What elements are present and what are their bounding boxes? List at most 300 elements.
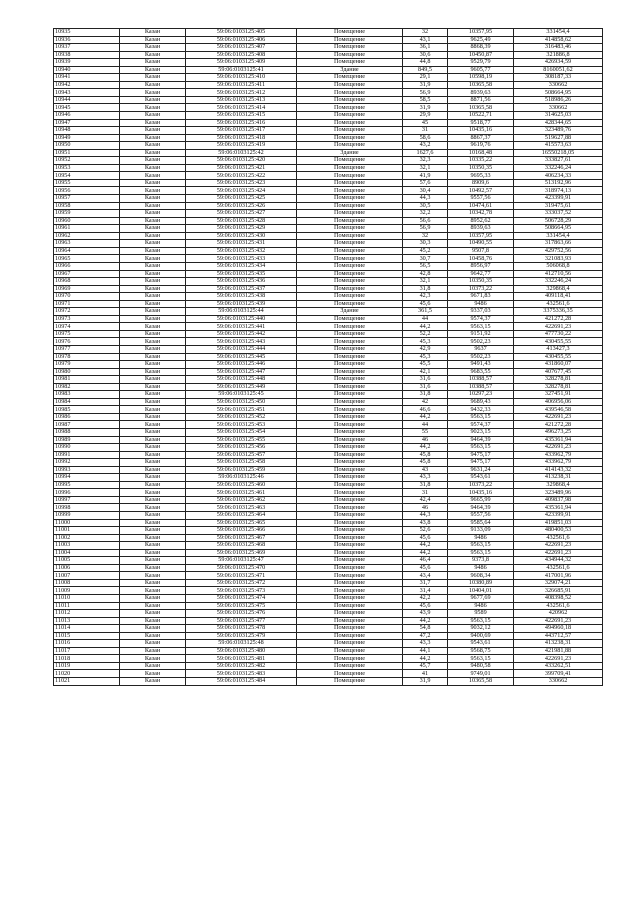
object-type-cell: Помещение [297, 74, 403, 82]
cadastral-value-cell: 8160051,62 [514, 66, 603, 74]
area-cell: 58,6 [403, 134, 448, 142]
table-row [54, 315, 603, 323]
table-row [54, 481, 603, 489]
city-cell: Казан [120, 127, 186, 135]
cadastral-number-cell: 59:06:0103125:428 [186, 217, 297, 225]
cadastral-number-cell: 59:06:0103125:472 [186, 579, 297, 587]
city-cell: Казан [120, 512, 186, 520]
table-row [54, 345, 603, 353]
cadastral-number-cell: 59:06:0103125:479 [186, 632, 297, 640]
row-number: 11000 [54, 519, 120, 527]
cadastral-value-cell: 435361,94 [514, 504, 603, 512]
cadastral-value-cell: 409118,41 [514, 293, 603, 301]
area-cell: 44,2 [403, 617, 448, 625]
city-cell: Казан [120, 444, 186, 452]
object-type-cell: Помещение [297, 96, 403, 104]
unit-value-cell: 9373,8 [448, 557, 514, 565]
row-number: 10995 [54, 481, 120, 489]
object-type-cell: Помещение [297, 323, 403, 331]
object-type-cell: Помещение [297, 398, 403, 406]
unit-value-cell: 9475,17 [448, 459, 514, 467]
cadastral-value-cell: 332246,24 [514, 278, 603, 286]
row-number: 11010 [54, 595, 120, 603]
unit-value-cell: 10458,76 [448, 255, 514, 263]
unit-value-cell: 8909,6 [448, 179, 514, 187]
row-number: 11021 [54, 678, 120, 686]
area-cell: 43,4 [403, 572, 448, 580]
cadastral-number-cell: 59:06:0103125:417 [186, 127, 297, 135]
area-cell: 31,6 [403, 376, 448, 384]
object-type-cell: Помещение [297, 617, 403, 625]
table-row [54, 542, 603, 550]
cadastral-number-cell: 59:06:0103125:458 [186, 459, 297, 467]
cadastral-number-cell: 59:06:0103125:459 [186, 466, 297, 474]
cadastral-number-cell: 59:06:0103125:47 [186, 557, 297, 565]
table-row [54, 504, 603, 512]
table-row [54, 413, 603, 421]
unit-value-cell: 9563,15 [448, 549, 514, 557]
table-body [54, 29, 603, 686]
unit-value-cell: 10357,95 [448, 232, 514, 240]
row-number: 11003 [54, 542, 120, 550]
city-cell: Казан [120, 262, 186, 270]
row-number: 11005 [54, 557, 120, 565]
row-number: 10958 [54, 202, 120, 210]
cadastral-number-cell: 59:06:0103125:464 [186, 512, 297, 520]
area-cell: 58,5 [403, 96, 448, 104]
cadastral-value-cell: 308187,33 [514, 74, 603, 82]
area-cell: 31,8 [403, 285, 448, 293]
area-cell: 45,3 [403, 353, 448, 361]
unit-value-cell: 9671,83 [448, 293, 514, 301]
cadastral-number-cell: 59:06:0103125:446 [186, 361, 297, 369]
object-type-cell: Помещение [297, 436, 403, 444]
table-row [54, 421, 603, 429]
unit-value-cell: 9464,39 [448, 436, 514, 444]
object-type-cell: Помещение [297, 376, 403, 384]
unit-value-cell: 10297,23 [448, 391, 514, 399]
unit-value-cell: 9486 [448, 300, 514, 308]
unit-value-cell: 9543,61 [448, 640, 514, 648]
cadastral-value-cell: 428344,65 [514, 119, 603, 127]
cadastral-number-cell: 59:06:0103125:453 [186, 421, 297, 429]
object-type-cell: Помещение [297, 157, 403, 165]
unit-value-cell: 9563,15 [448, 617, 514, 625]
unit-value-cell: 9475,17 [448, 451, 514, 459]
cadastral-number-cell: 59:06:0103125:409 [186, 59, 297, 67]
table-row [54, 428, 603, 436]
table-row [54, 564, 603, 572]
city-cell: Казан [120, 610, 186, 618]
unit-value-cell: 9486 [448, 564, 514, 572]
cadastral-value-cell: 421272,28 [514, 421, 603, 429]
object-type-cell: Помещение [297, 345, 403, 353]
area-cell: 44,2 [403, 444, 448, 452]
cadastral-value-cell: 329868,4 [514, 285, 603, 293]
object-type-cell: Помещение [297, 44, 403, 52]
city-cell: Казан [120, 519, 186, 527]
unit-value-cell: 10522,71 [448, 112, 514, 120]
unit-value-cell: 8939,63 [448, 89, 514, 97]
object-type-cell: Здание [297, 66, 403, 74]
unit-value-cell: 10335,22 [448, 157, 514, 165]
table-row [54, 127, 603, 135]
object-type-cell: Помещение [297, 451, 403, 459]
cadastral-number-cell: 59:06:0103125:420 [186, 157, 297, 165]
city-cell: Казан [120, 240, 186, 248]
unit-value-cell: 9749,01 [448, 670, 514, 678]
city-cell: Казан [120, 542, 186, 550]
cadastral-number-cell: 59:06:0103125:413 [186, 96, 297, 104]
row-number: 10979 [54, 361, 120, 369]
table-row [54, 232, 603, 240]
area-cell: 43,3 [403, 474, 448, 482]
table-row [54, 655, 603, 663]
cadastral-number-cell: 59:06:0103125:463 [186, 504, 297, 512]
cadastral-value-cell: 435361,94 [514, 436, 603, 444]
table-row [54, 270, 603, 278]
city-cell: Казан [120, 496, 186, 504]
unit-value-cell: 9133,09 [448, 527, 514, 535]
row-number: 11012 [54, 610, 120, 618]
area-cell: 45,8 [403, 451, 448, 459]
cadastral-number-cell: 59:06:0103125:45 [186, 391, 297, 399]
cadastral-number-cell: 59:06:0103125:482 [186, 662, 297, 670]
area-cell: 361,5 [403, 308, 448, 316]
object-type-cell: Помещение [297, 428, 403, 436]
unit-value-cell: 9568,75 [448, 647, 514, 655]
table-row [54, 602, 603, 610]
unit-value-cell: 10490,55 [448, 240, 514, 248]
unit-value-cell: 9486 [448, 602, 514, 610]
object-type-cell: Помещение [297, 466, 403, 474]
unit-value-cell: 9491,43 [448, 361, 514, 369]
table-row [54, 323, 603, 331]
city-cell: Казан [120, 504, 186, 512]
unit-value-cell: 9563,15 [448, 542, 514, 550]
cadastral-number-cell: 59:06:0103125:44 [186, 308, 297, 316]
city-cell: Казан [120, 149, 186, 157]
unit-value-cell: 10388,57 [448, 383, 514, 391]
cadastral-value-cell: 422691,23 [514, 549, 603, 557]
unit-value-cell: 8939,63 [448, 225, 514, 233]
cadastral-number-cell: 59:06:0103125:477 [186, 617, 297, 625]
cadastral-number-cell: 59:06:0103125:437 [186, 285, 297, 293]
city-cell: Казан [120, 413, 186, 421]
area-cell: 45,3 [403, 338, 448, 346]
object-type-cell: Помещение [297, 112, 403, 120]
area-cell: 43,2 [403, 142, 448, 150]
unit-value-cell: 9631,24 [448, 466, 514, 474]
cadastral-value-cell: 423399,91 [514, 195, 603, 203]
cadastral-number-cell: 59:06:0103125:476 [186, 610, 297, 618]
area-cell: 31,7 [403, 579, 448, 587]
cadastral-number-cell: 59:06:0103125:41 [186, 66, 297, 74]
cadastral-value-cell: 443712,57 [514, 632, 603, 640]
area-cell: 43,8 [403, 519, 448, 527]
object-type-cell: Помещение [297, 300, 403, 308]
unit-value-cell: 10365,58 [448, 104, 514, 112]
object-type-cell: Помещение [297, 481, 403, 489]
unit-value-cell: 10365,58 [448, 678, 514, 686]
table-row [54, 383, 603, 391]
table-row [54, 527, 603, 535]
row-number: 10968 [54, 278, 120, 286]
city-cell: Казан [120, 315, 186, 323]
cadastral-number-cell: 59:06:0103125:478 [186, 625, 297, 633]
row-number: 11001 [54, 527, 120, 535]
area-cell: 56,6 [403, 217, 448, 225]
city-cell: Казан [120, 406, 186, 414]
cadastral-value-cell: 412710,56 [514, 270, 603, 278]
table-row [54, 519, 603, 527]
object-type-cell: Помещение [297, 519, 403, 527]
row-number: 10939 [54, 59, 120, 67]
city-cell: Казан [120, 278, 186, 286]
object-type-cell: Помещение [297, 444, 403, 452]
cadastral-number-cell: 59:06:0103125:440 [186, 315, 297, 323]
area-cell: 43 [403, 466, 448, 474]
area-cell: 31,9 [403, 678, 448, 686]
city-cell: Казан [120, 330, 186, 338]
cadastral-number-cell: 59:06:0103125:431 [186, 240, 297, 248]
area-cell: 46 [403, 504, 448, 512]
object-type-cell: Помещение [297, 406, 403, 414]
city-cell: Казан [120, 353, 186, 361]
unit-value-cell: 9574,37 [448, 421, 514, 429]
cadastral-number-cell: 59:06:0103125:455 [186, 436, 297, 444]
row-number: 10937 [54, 44, 120, 52]
table-row [54, 587, 603, 595]
area-cell: 32 [403, 232, 448, 240]
area-cell: 45 [403, 119, 448, 127]
area-cell: 31,9 [403, 104, 448, 112]
object-type-cell: Помещение [297, 496, 403, 504]
cadastral-number-cell: 59:06:0103125:415 [186, 112, 297, 120]
cadastral-number-cell: 59:06:0103125:447 [186, 368, 297, 376]
table-row [54, 187, 603, 195]
object-type-cell: Помещение [297, 602, 403, 610]
cadastral-value-cell: 318974,13 [514, 187, 603, 195]
table-row [54, 376, 603, 384]
unit-value-cell: 9518,77 [448, 119, 514, 127]
cadastral-value-cell: 316483,46 [514, 44, 603, 52]
unit-value-cell: 8952,62 [448, 217, 514, 225]
table-row [54, 557, 603, 565]
city-cell: Казан [120, 345, 186, 353]
object-type-cell: Помещение [297, 187, 403, 195]
cadastral-number-cell: 59:06:0103125:460 [186, 481, 297, 489]
city-cell: Казан [120, 579, 186, 587]
table-row [54, 96, 603, 104]
table-row [54, 353, 603, 361]
area-cell: 43,3 [403, 640, 448, 648]
object-type-cell: Помещение [297, 315, 403, 323]
row-number: 11014 [54, 625, 120, 633]
unit-value-cell: 9625,49 [448, 36, 514, 44]
area-cell: 42,8 [403, 270, 448, 278]
table-row [54, 29, 603, 37]
cadastral-value-cell: 494960,18 [514, 625, 603, 633]
area-cell: 45,5 [403, 361, 448, 369]
object-type-cell: Помещение [297, 421, 403, 429]
object-type-cell: Помещение [297, 247, 403, 255]
cadastral-number-cell: 59:06:0103125:412 [186, 89, 297, 97]
cadastral-number-cell: 59:06:0103125:416 [186, 119, 297, 127]
unit-value-cell: 9585,64 [448, 519, 514, 527]
unit-value-cell: 9563,15 [448, 655, 514, 663]
row-number: 10994 [54, 474, 120, 482]
cadastral-value-cell: 432561,6 [514, 534, 603, 542]
city-cell: Казан [120, 202, 186, 210]
cadastral-number-cell: 59:06:0103125:439 [186, 300, 297, 308]
area-cell: 44,2 [403, 549, 448, 557]
object-type-cell: Помещение [297, 179, 403, 187]
table-row [54, 195, 603, 203]
row-number: 10982 [54, 383, 120, 391]
area-cell: 52,2 [403, 330, 448, 338]
unit-value-cell: 9619,76 [448, 142, 514, 150]
cadastral-value-cell: 317863,66 [514, 240, 603, 248]
row-number: 10959 [54, 210, 120, 218]
cadastral-value-cell: 333827,61 [514, 157, 603, 165]
unit-value-cell: 10435,16 [448, 127, 514, 135]
city-cell: Казан [120, 564, 186, 572]
unit-value-cell: 9557,56 [448, 512, 514, 520]
object-type-cell: Помещение [297, 527, 403, 535]
unit-value-cell: 10357,95 [448, 29, 514, 37]
cadastral-number-cell: 59:06:0103125:450 [186, 398, 297, 406]
row-number: 10993 [54, 466, 120, 474]
city-cell: Казан [120, 119, 186, 127]
row-number: 10966 [54, 262, 120, 270]
unit-value-cell: 10373,22 [448, 285, 514, 293]
row-number: 10972 [54, 308, 120, 316]
cadastral-value-cell: 430455,55 [514, 338, 603, 346]
row-number: 10977 [54, 345, 120, 353]
cadastral-value-cell: 426934,59 [514, 59, 603, 67]
object-type-cell: Помещение [297, 104, 403, 112]
area-cell: 32,1 [403, 164, 448, 172]
city-cell: Казан [120, 232, 186, 240]
city-cell: Казан [120, 270, 186, 278]
table-row [54, 285, 603, 293]
unit-value-cell: 9557,56 [448, 195, 514, 203]
cadastral-value-cell: 506728,29 [514, 217, 603, 225]
cadastral-value-cell: 433262,51 [514, 662, 603, 670]
cadastral-value-cell: 331454,4 [514, 232, 603, 240]
table-row [54, 119, 603, 127]
row-number: 10987 [54, 421, 120, 429]
area-cell: 54,8 [403, 625, 448, 633]
city-cell: Казан [120, 164, 186, 172]
object-type-cell: Здание [297, 149, 403, 157]
object-type-cell: Помещение [297, 164, 403, 172]
area-cell: 44,2 [403, 655, 448, 663]
cadastral-number-cell: 59:06:0103125:461 [186, 489, 297, 497]
table-row [54, 549, 603, 557]
table-row [54, 36, 603, 44]
table-row [54, 632, 603, 640]
cadastral-number-cell: 59:06:0103125:481 [186, 655, 297, 663]
object-type-cell: Помещение [297, 338, 403, 346]
row-number: 10961 [54, 225, 120, 233]
table-row [54, 44, 603, 52]
city-cell: Казан [120, 285, 186, 293]
cadastral-value-cell: 3375336,35 [514, 308, 603, 316]
city-cell: Казан [120, 308, 186, 316]
area-cell: 849,5 [403, 66, 448, 74]
row-number: 10950 [54, 142, 120, 150]
object-type-cell: Помещение [297, 632, 403, 640]
row-number: 11019 [54, 662, 120, 670]
table-row [54, 640, 603, 648]
cadastral-value-cell: 413427,3 [514, 345, 603, 353]
object-type-cell: Помещение [297, 625, 403, 633]
area-cell: 1627,6 [403, 149, 448, 157]
object-type-cell: Помещение [297, 504, 403, 512]
table-row [54, 474, 603, 482]
row-number: 10989 [54, 436, 120, 444]
object-type-cell: Помещение [297, 29, 403, 37]
city-cell: Казан [120, 451, 186, 459]
unit-value-cell: 9032,12 [448, 625, 514, 633]
cadastral-value-cell: 432561,6 [514, 602, 603, 610]
object-type-cell: Помещение [297, 51, 403, 59]
area-cell: 43,1 [403, 36, 448, 44]
row-number: 10970 [54, 293, 120, 301]
cadastral-value-cell: 433962,79 [514, 459, 603, 467]
area-cell: 31,8 [403, 391, 448, 399]
row-number: 10957 [54, 195, 120, 203]
table-row [54, 625, 603, 633]
cadastral-value-cell: 420962 [514, 610, 603, 618]
city-cell: Казан [120, 428, 186, 436]
area-cell: 56,9 [403, 89, 448, 97]
cadastral-number-cell: 59:06:0103125:436 [186, 278, 297, 286]
object-type-cell: Помещение [297, 119, 403, 127]
object-type-cell: Помещение [297, 285, 403, 293]
table-row [54, 59, 603, 67]
row-number: 10988 [54, 428, 120, 436]
object-type-cell: Помещение [297, 413, 403, 421]
table-row [54, 330, 603, 338]
cadastral-number-cell: 59:06:0103125:425 [186, 195, 297, 203]
area-cell: 41 [403, 670, 448, 678]
area-cell: 44,3 [403, 512, 448, 520]
row-number: 10943 [54, 89, 120, 97]
city-cell: Казан [120, 655, 186, 663]
table-row [54, 202, 603, 210]
unit-value-cell: 10388,57 [448, 376, 514, 384]
object-type-cell: Помещение [297, 534, 403, 542]
cadastral-value-cell: 406956,06 [514, 398, 603, 406]
unit-value-cell: 10365,58 [448, 81, 514, 89]
area-cell: 30,7 [403, 255, 448, 263]
object-type-cell: Помещение [297, 81, 403, 89]
unit-value-cell: 9642,77 [448, 270, 514, 278]
cadastral-value-cell: 430455,55 [514, 353, 603, 361]
cadastral-number-cell: 59:06:0103125:435 [186, 270, 297, 278]
table-row [54, 398, 603, 406]
table-row [54, 217, 603, 225]
cadastral-value-cell: 519627,88 [514, 134, 603, 142]
row-number: 10963 [54, 240, 120, 248]
unit-value-cell: 9689,43 [448, 398, 514, 406]
city-cell: Казан [120, 459, 186, 467]
table-row [54, 51, 603, 59]
area-cell: 44,2 [403, 542, 448, 550]
